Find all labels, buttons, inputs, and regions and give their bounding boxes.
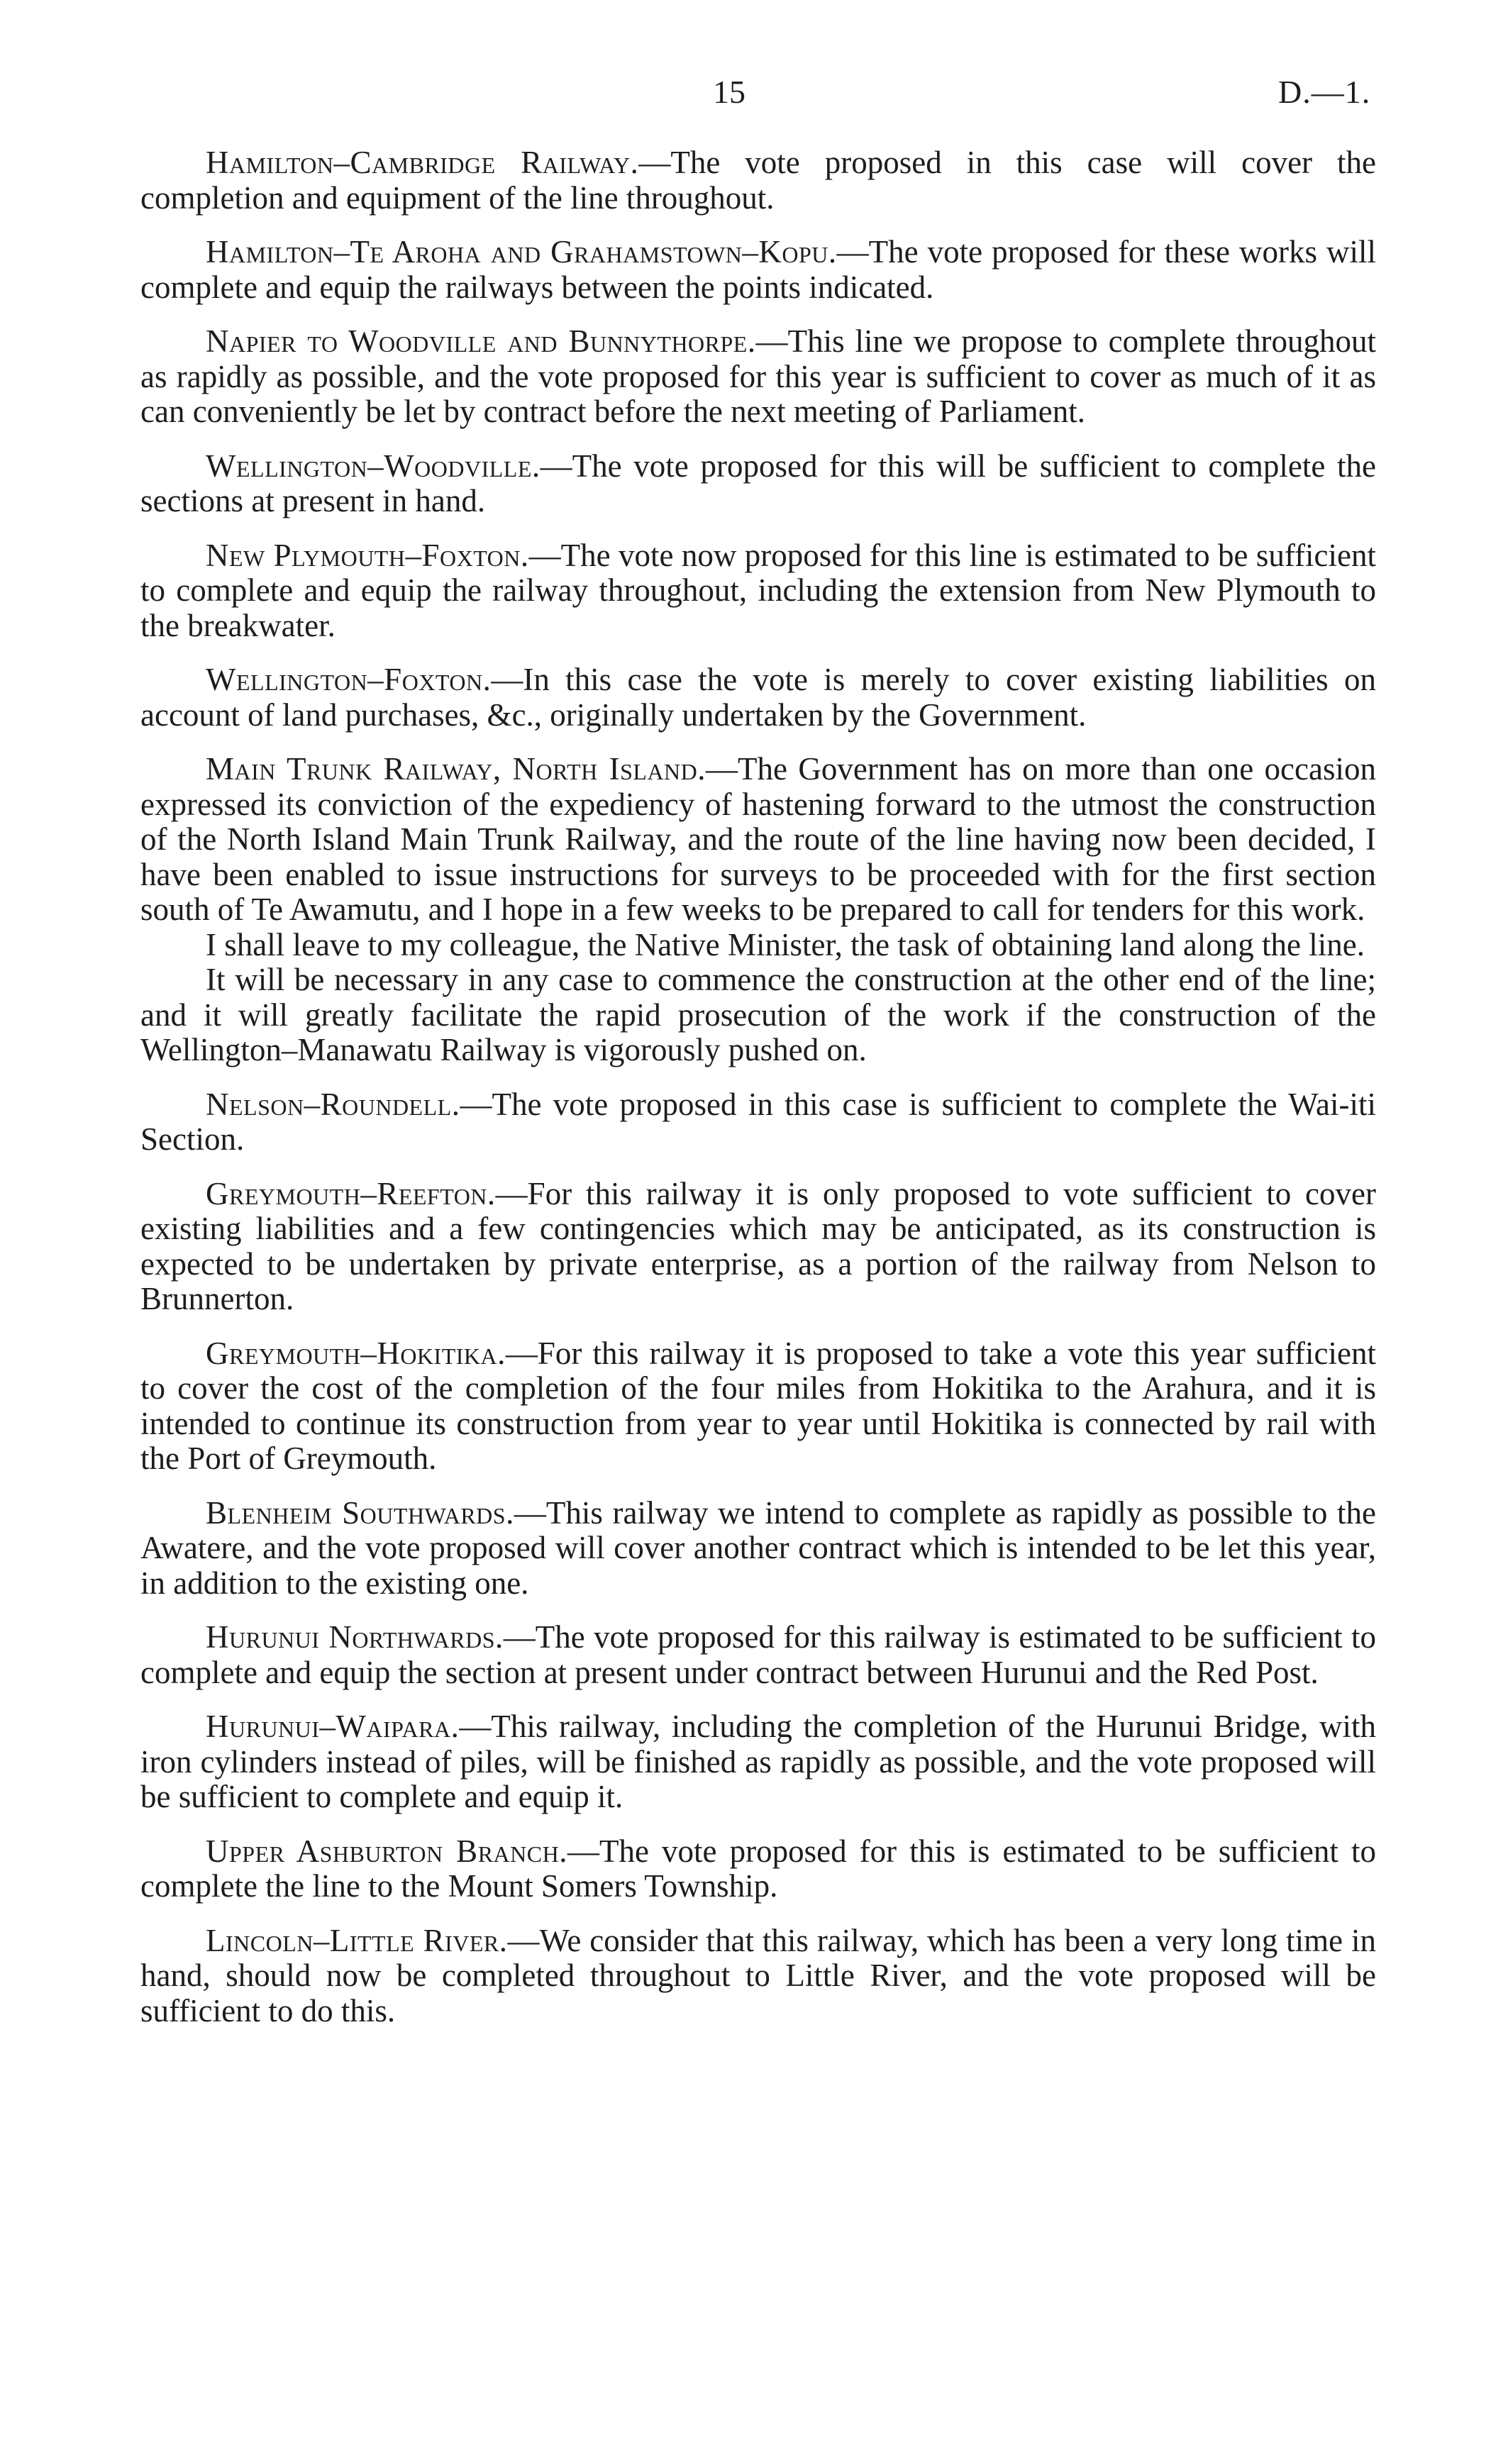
section-nelson-roundell bbox=[140, 1087, 1376, 1158]
section-wellington-woodville bbox=[140, 449, 1376, 519]
section-heading: Main Trunk Railway, North Island. bbox=[206, 751, 706, 787]
section-heading: Wellington–Foxton. bbox=[206, 662, 492, 697]
section-heading: Hurunui–Waipara. bbox=[206, 1709, 460, 1744]
section-text: It will be necessary in any case to commence the construction at the other end of the line; and it will greatly facilitate the rapid prosecution of the work if the construction of the Wellington–Manawatu Railway is vigorously pushed on. bbox=[140, 962, 1376, 1067]
section-heading: Lincoln–Little River. bbox=[206, 1922, 508, 1958]
section-heading: Hurunui Northwards. bbox=[206, 1619, 504, 1655]
section-text: I shall leave to my colleague, the Native Minister, the task of obtaining land along the line. bbox=[206, 926, 1365, 962]
section-text: —We consider that this railway, which has been a very long time in hand, should now be completed throughout to Little River, and the vote proposed will be sufficient to do this. bbox=[140, 1922, 1376, 2029]
section-greymouth-reefton bbox=[140, 1177, 1376, 1317]
section-hamilton-cambridge bbox=[140, 145, 1376, 216]
section-heading: Hamilton–Te Aroha and Grahamstown–Kopu. bbox=[206, 234, 837, 270]
section-text: —This railway we intend to complete as rapidly as possible to the Awatere, and the vote proposed will cover another contract which is intended to be let this year, in addition to the existing one. bbox=[140, 1494, 1376, 1601]
section-text: —This line we propose to complete throughout as rapidly as possible, and the vote proposed for this year is sufficient to cover as much of it as can conveniently be let by contract before the next meeting of Parliament. bbox=[140, 323, 1376, 429]
section-text: —The vote proposed in this case will cover the completion and equipment of the line throughout. bbox=[140, 145, 1376, 216]
section-heading: New Plymouth–Foxton. bbox=[206, 537, 529, 573]
section-wellington-foxton bbox=[140, 662, 1376, 733]
section-text: —The vote proposed for this is estimated to be sufficient to complete the line to the Mount Somers Township. bbox=[140, 1833, 1377, 1904]
section-text: —The vote proposed for this railway is estimated to be sufficient to complete and equip the section at present under contract between Hurunui and the Red Post. bbox=[140, 1619, 1376, 1690]
section-heading: Greymouth–Reefton. bbox=[206, 1175, 496, 1211]
section-heading: Napier to Woodville and Bunnythorpe. bbox=[206, 323, 756, 359]
section-text: —For this railway it is proposed to take a vote this year sufficient to cover the cost of the completion of the four miles from Hokitika to the Arahura, and it is intended to continue its construction from year to year until Hokitika is connected by rail with the Port of Greymouth. bbox=[140, 1335, 1376, 1476]
section-text: —In this case the vote is merely to cover existing liabilities on account of land purchases, &c., originally undertaken by the Government. bbox=[140, 662, 1376, 733]
section-text: —The vote proposed for these works will complete and equip the railways between the points indicated. bbox=[140, 234, 1377, 305]
section-heading: Hamilton–Cambridge Railway. bbox=[206, 145, 639, 180]
section-heading: Blenheim Southwards. bbox=[206, 1494, 514, 1531]
body-text bbox=[140, 145, 1376, 2029]
section-heading: Wellington–Woodville. bbox=[206, 448, 540, 484]
section-main-trunk bbox=[140, 752, 1376, 928]
paragraph-native-minister bbox=[140, 928, 1376, 963]
section-blenheim-southwards bbox=[140, 1496, 1376, 1602]
section-text: —The vote now proposed for this line is estimated to be sufficient to complete and equip the railway throughout, including the extension from New Plymouth to the breakwater. bbox=[140, 537, 1376, 643]
section-new-plymouth-foxton bbox=[140, 538, 1376, 644]
section-text: —The vote proposed in this case is sufficient to complete the Wai-iti Section. bbox=[140, 1086, 1376, 1157]
section-napier-woodville bbox=[140, 324, 1376, 430]
section-text: —The vote proposed for this will be sufficient to complete the sections at present in hand. bbox=[140, 448, 1376, 518]
section-heading: Greymouth–Hokitika. bbox=[206, 1335, 506, 1371]
page-number: 15 bbox=[713, 74, 745, 110]
section-heading: Nelson–Roundell. bbox=[206, 1086, 460, 1122]
section-hamilton-te-aroha bbox=[140, 235, 1376, 305]
section-text: —For this railway it is only proposed to vote sufficient to cover existing liabilities and a few contingencies which may be anticipated, as its construction is expected to be undertaken by private enterprise, as a portion of the railway from Nelson to Brunnerton. bbox=[140, 1175, 1376, 1316]
section-text: —The Government has on more than one occasion expressed its conviction of the expediency of hastening forward to the utmost the construction of the North Island Main Trunk Railway, and the route of the line having now been decided, I have been enabled to issue instructions for surveys to be proceeded with for the first section south of Te Awamutu, and I hope in a few weeks to be prepared to call for tenders for this work. bbox=[140, 751, 1376, 927]
paragraph-wellington-manawatu bbox=[140, 962, 1376, 1068]
section-hurunui-northwards bbox=[140, 1620, 1376, 1690]
section-text: —This railway, including the completion of the Hurunui Bridge, with iron cylinders instead of piles, will be finished as rapidly as possible, and the vote proposed will be sufficient to complete and equip it. bbox=[140, 1709, 1376, 1814]
section-upper-ashburton bbox=[140, 1834, 1376, 1904]
page-header bbox=[0, 71, 1508, 113]
section-lincoln-little-river bbox=[140, 1924, 1376, 2029]
section-heading: Upper Ashburton Branch. bbox=[206, 1833, 567, 1869]
section-greymouth-hokitika bbox=[140, 1336, 1376, 1477]
document-reference: D.—1. bbox=[1278, 74, 1371, 110]
section-hurunui-waipara bbox=[140, 1709, 1376, 1815]
